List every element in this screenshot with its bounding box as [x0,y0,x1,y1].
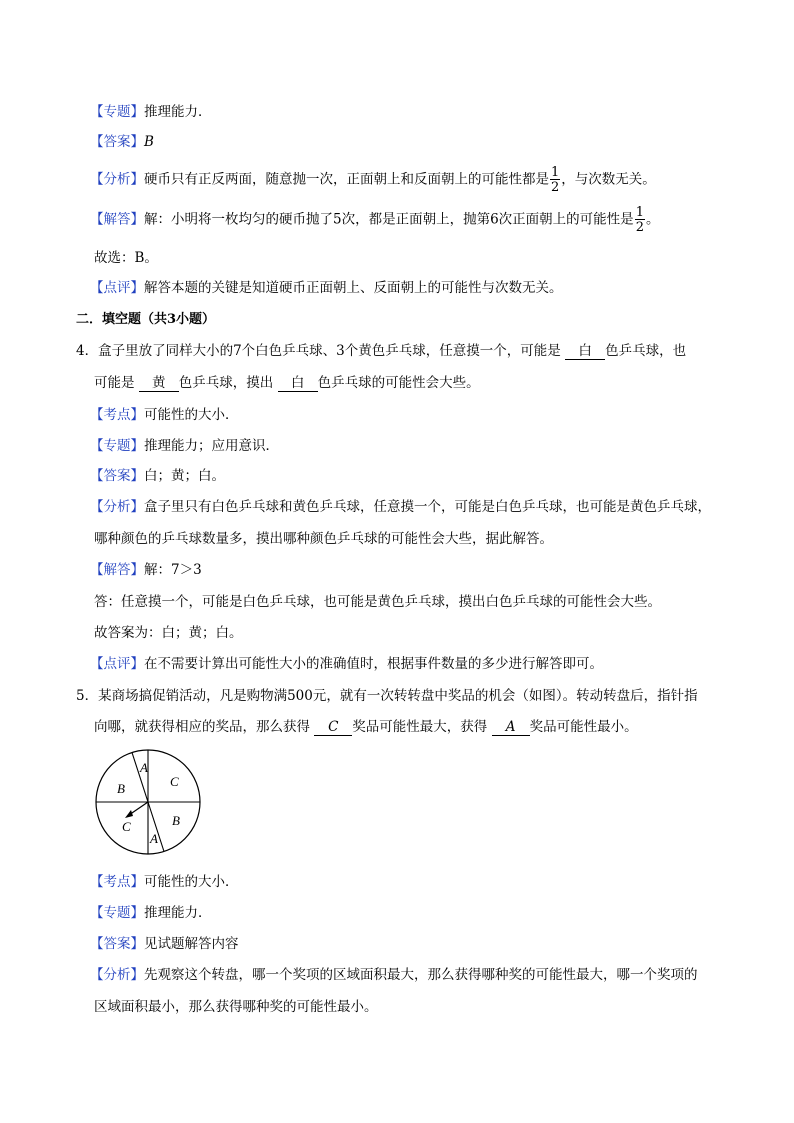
q4-stem-text: 色乒乓球的可能性会大些。 [317,375,480,391]
q4-blank-1: 白 [565,343,605,360]
q5-stem-text: 向哪，就获得相应的奖品，那么获得 [94,719,310,735]
q5-stem-text: 奖品可能性最小。 [529,719,638,735]
point-tag: 【考点】 [90,874,144,890]
answer-text: 白；黄；白。 [144,468,225,484]
q4-blank-2: 黄 [139,375,179,392]
q3-answer-line [90,132,154,152]
q5-blank-1: C [314,719,352,736]
analysis-tag: 【分析】 [90,967,144,983]
section-heading: 二．填空题（共3小题） [76,312,216,327]
spinner-diagram [92,748,204,856]
topic-text: 推理能力． [144,104,212,120]
q5-point-line [90,872,239,892]
q3-topic-line [90,102,212,122]
q4-solution-line [90,560,202,580]
topic-tag: 【专题】 [90,438,144,454]
solution-text: 解：小明将一枚均匀的硬币抛了5次，都是正面朝上，抛第6次正面朝上的可能性是 [144,211,634,228]
answer-text: 见试题解答内容 [144,936,239,952]
q4-analysis-line2: 哪种颜色的乒乓球数量多，摸出哪种颜色乒乓球的可能性会大些，据此解答。 [94,531,553,547]
q4-answer-sentence: 答：任意摸一个，可能是白色乒乓球，也可能是黄色乒乓球，摸出白色乒乓球的可能性会大些。 [94,594,661,610]
q4-stem-text: 4．盒子里放了同样大小的7个白色乒乓球、3个黄色乒乓球，任意摸一个，可能是 [76,343,561,359]
point-text: 可能性的大小． [144,874,239,890]
solution-tag: 【解答】 [90,211,144,228]
q4-stem-line1 [76,341,686,361]
topic-tag: 【专题】 [90,104,144,120]
spinner-label-a: A [140,760,148,775]
fraction-denominator: 2 [551,180,560,195]
q5-stem-line1: 5．某商场搞促销活动，凡是购物满500元，就有一次转转盘中奖品的机会（如图）。转动转盘后，指针指 [76,688,698,704]
q3-comment-line [90,278,563,298]
comment-text: 在不需要计算出可能性大小的准确值时，根据事件数量的多少进行解答即可。 [144,656,603,672]
comment-tag: 【点评】 [90,280,144,296]
q5-stem-line2 [94,717,638,737]
solution-text: 解：7＞3 [144,562,202,578]
fraction-denominator: 2 [635,220,644,235]
q5-topic-line [90,903,212,923]
q4-stem-text: 色乒乓球，也 [605,343,687,359]
q4-stem-text: 可能是 [94,375,135,391]
fraction-numerator: 1 [551,165,560,180]
fraction-numerator: 1 [635,205,644,220]
spinner-label-a: A [150,831,158,846]
q5-analysis-line2: 区域面积最小，那么获得哪种奖的可能性最小。 [94,999,378,1015]
analysis-text-end: ，与次数无关。 [561,171,656,188]
fraction-one-half [635,206,645,234]
spinner-label-c: C [122,819,131,834]
q4-stem-text: 色乒乓球，摸出 [178,375,274,391]
spinner-label-b: B [172,813,180,828]
spinner-label-c: C [170,774,179,789]
q4-topic-line [90,436,279,456]
solution-text-end: 。 [645,211,660,228]
q5-analysis-line1 [90,965,698,985]
answer-tag: 【答案】 [90,936,144,952]
topic-text: 推理能力；应用意识． [144,438,279,454]
q5-answer-line [90,934,239,954]
q5-stem-text: 奖品可能性最大，获得 [352,719,488,735]
analysis-text: 先观察这个转盘，哪一个奖项的区域面积最大，那么获得哪种奖的可能性最大，哪一个奖项的 [144,967,698,983]
q3-analysis-line [90,166,656,194]
q4-comment-line [90,654,603,674]
fraction-one-half [550,166,560,194]
comment-tag: 【点评】 [90,656,144,672]
q4-fill-line: 故答案为：白；黄；白。 [94,625,243,641]
q5-blank-2: A [492,719,530,736]
q3-solution-line [90,206,659,234]
answer-tag: 【答案】 [90,134,144,150]
solution-tag: 【解答】 [90,562,144,578]
analysis-text: 硬币只有正反两面，随意抛一次，正面朝上和反面朝上的可能性都是 [144,171,549,188]
q4-stem-line2 [94,373,480,393]
q3-choice-line: 故选：B。 [94,250,158,266]
pointer-arrowhead [125,810,133,818]
answer-text: B [144,134,154,150]
analysis-text: 盒子里只有白色乒乓球和黄色乒乓球，任意摸一个，可能是白色乒乓球，也可能是黄色乒乓球， [144,499,711,515]
q4-point-line [90,405,239,425]
q4-blank-3: 白 [278,375,318,392]
point-tag: 【考点】 [90,407,144,423]
comment-text: 解答本题的关键是知道硬币正面朝上、反面朝上的可能性与次数无关。 [144,280,563,296]
point-text: 可能性的大小． [144,407,239,423]
q4-answer-line [90,466,225,486]
analysis-tag: 【分析】 [90,499,144,515]
topic-tag: 【专题】 [90,905,144,921]
analysis-tag: 【分析】 [90,171,144,188]
spinner-label-b: B [117,781,125,796]
q4-analysis-line1 [90,497,711,517]
topic-text: 推理能力． [144,905,212,921]
answer-tag: 【答案】 [90,468,144,484]
